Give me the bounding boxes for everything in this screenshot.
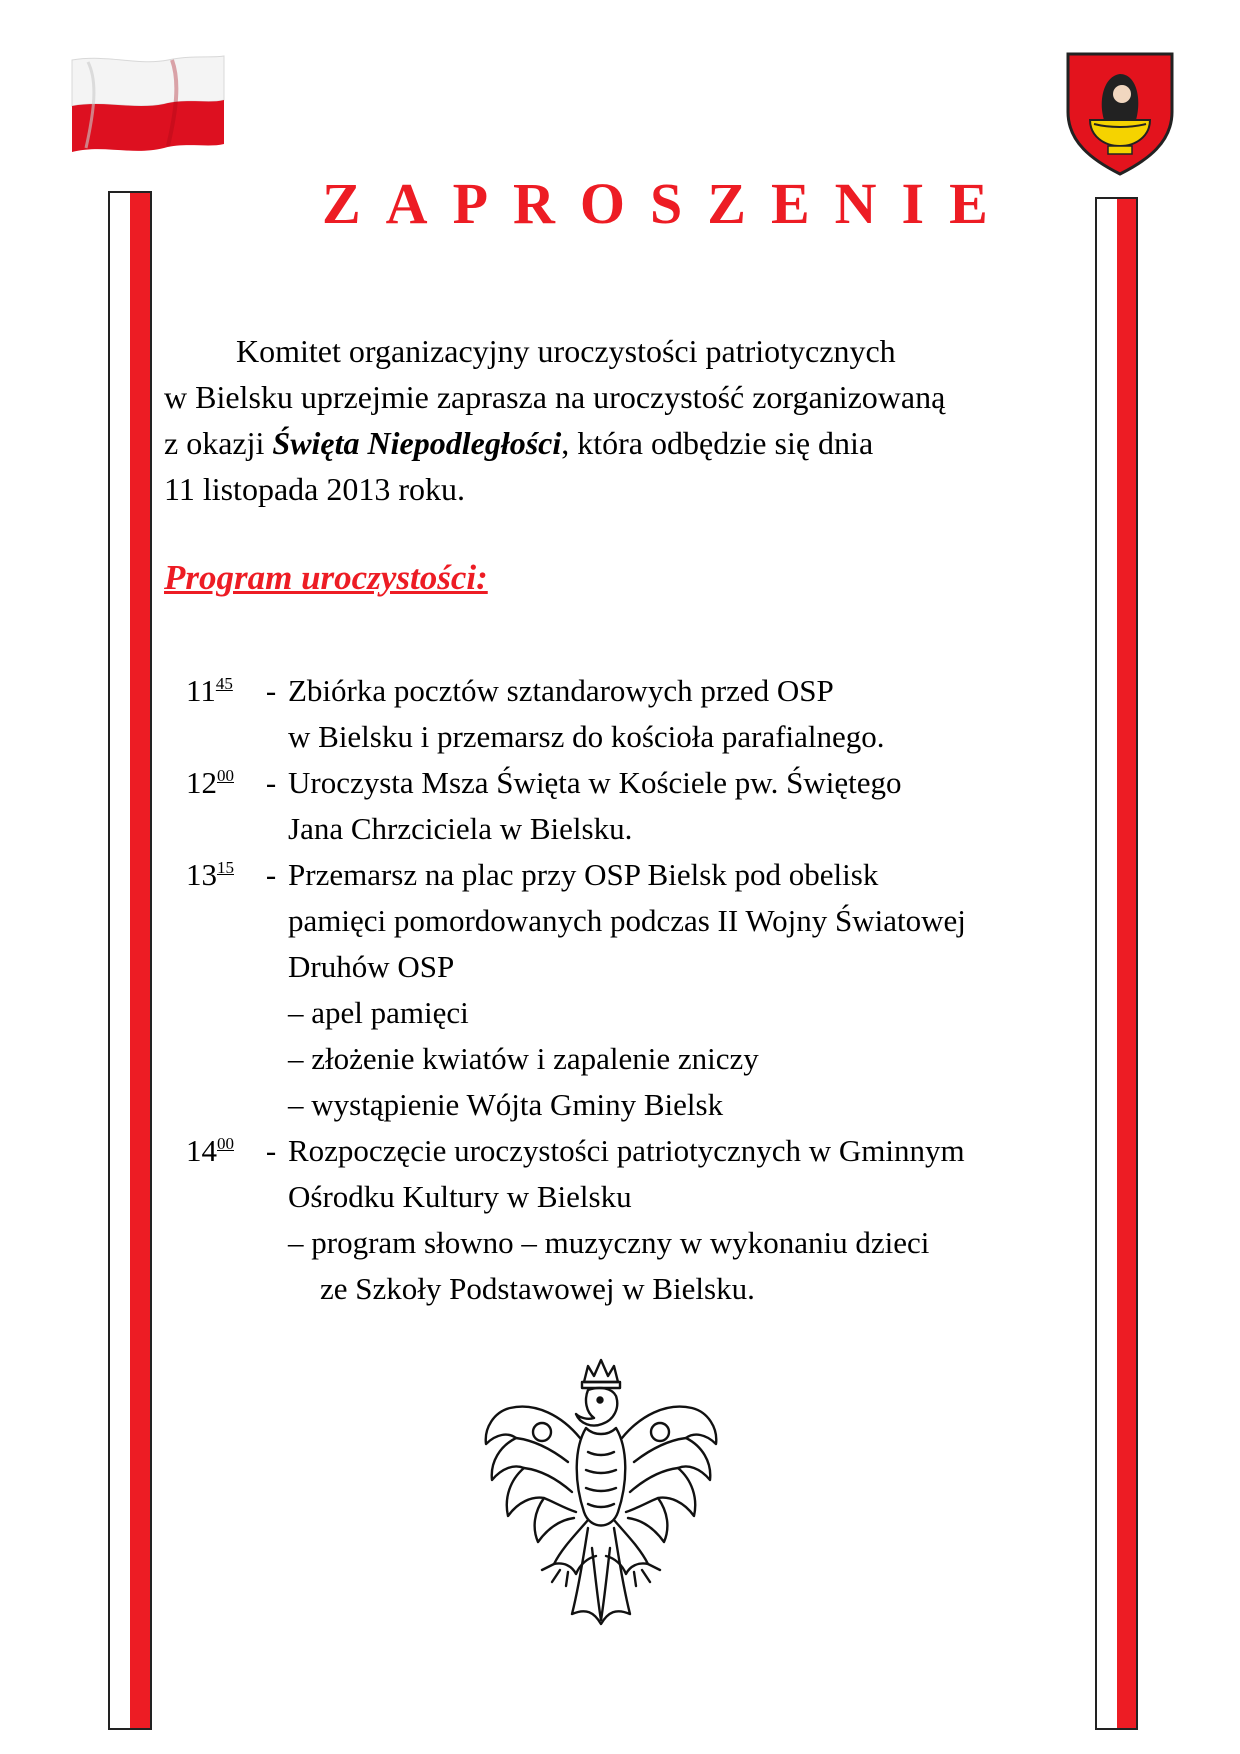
intro-line: w Bielsku uprzejmie zaprasza na uroczystość zorganizowaną <box>164 379 946 415</box>
bielsk-coat-of-arms-icon <box>1064 50 1176 178</box>
schedule-dash: - <box>265 673 277 708</box>
intro-line: Komitet organizacyjny uroczystości patriotycznych <box>236 333 896 369</box>
schedule-hour: 13 <box>186 857 217 892</box>
polish-flag-icon <box>68 52 228 156</box>
schedule-item <box>186 1128 1066 1312</box>
page-title: ZAPROSZENIE <box>322 171 1013 236</box>
schedule-subitem: – złożenie kwiatów i zapalenie zniczy <box>288 1041 759 1076</box>
schedule-line: Jana Chrzciciela w Bielsku. <box>288 811 633 846</box>
schedule-subitem: – program słowno – muzyczny w wykonaniu dzieci <box>288 1225 930 1260</box>
schedule-line: pamięci pomordowanych podczas II Wojny Światowej <box>288 903 966 938</box>
schedule-item <box>186 852 1066 1128</box>
schedule-time <box>186 760 254 852</box>
schedule-time <box>186 852 254 1128</box>
intro-text: , która odbędzie się dnia <box>561 425 874 461</box>
schedule-minute: 15 <box>217 858 234 877</box>
schedule-dash: - <box>265 765 277 800</box>
schedule-time <box>186 668 254 760</box>
program-schedule <box>186 668 1066 1312</box>
schedule-line: w Bielsku i przemarsz do kościoła parafialnego. <box>288 719 885 754</box>
schedule-subitem: – wystąpienie Wójta Gminy Bielsk <box>288 1087 724 1122</box>
holiday-name: Święta Niepodległości <box>272 425 562 461</box>
schedule-line: Przemarsz na plac przy OSP Bielsk pod obelisk <box>288 857 879 892</box>
schedule-hour: 12 <box>186 765 217 800</box>
schedule-line: Ośrodku Kultury w Bielsku <box>288 1179 632 1214</box>
intro-line <box>164 420 1058 466</box>
schedule-dash: - <box>265 1133 277 1168</box>
schedule-minute: 00 <box>217 766 234 785</box>
schedule-minute: 00 <box>217 1134 234 1153</box>
schedule-line: Uroczysta Msza Święta w Kościele pw. Świętego <box>288 765 902 800</box>
intro-line: 11 listopada 2013 roku. <box>164 471 465 507</box>
schedule-line: Zbiórka pocztów sztandarowych przed OSP <box>288 673 834 708</box>
left-decorative-stripe <box>108 191 152 1730</box>
schedule-line: Druhów OSP <box>288 949 455 984</box>
right-decorative-stripe <box>1095 197 1138 1730</box>
schedule-item <box>186 760 1066 852</box>
intro-paragraph <box>164 328 1058 512</box>
schedule-subitem: ze Szkoły Podstawowej w Bielsku. <box>320 1271 755 1306</box>
schedule-line: Rozpoczęcie uroczystości patriotycznych w Gminnym <box>288 1133 965 1168</box>
schedule-hour: 14 <box>186 1133 217 1168</box>
intro-text: z okazji <box>164 425 273 461</box>
schedule-item <box>186 668 1066 760</box>
schedule-subitem: – apel pamięci <box>288 995 469 1030</box>
schedule-time <box>186 1128 254 1312</box>
schedule-minute: 45 <box>215 674 233 693</box>
schedule-hour: 11 <box>186 673 216 708</box>
program-heading: Program uroczystości: <box>164 558 488 597</box>
schedule-dash: - <box>265 857 277 892</box>
polish-eagle-emblem-icon <box>476 1352 726 1648</box>
